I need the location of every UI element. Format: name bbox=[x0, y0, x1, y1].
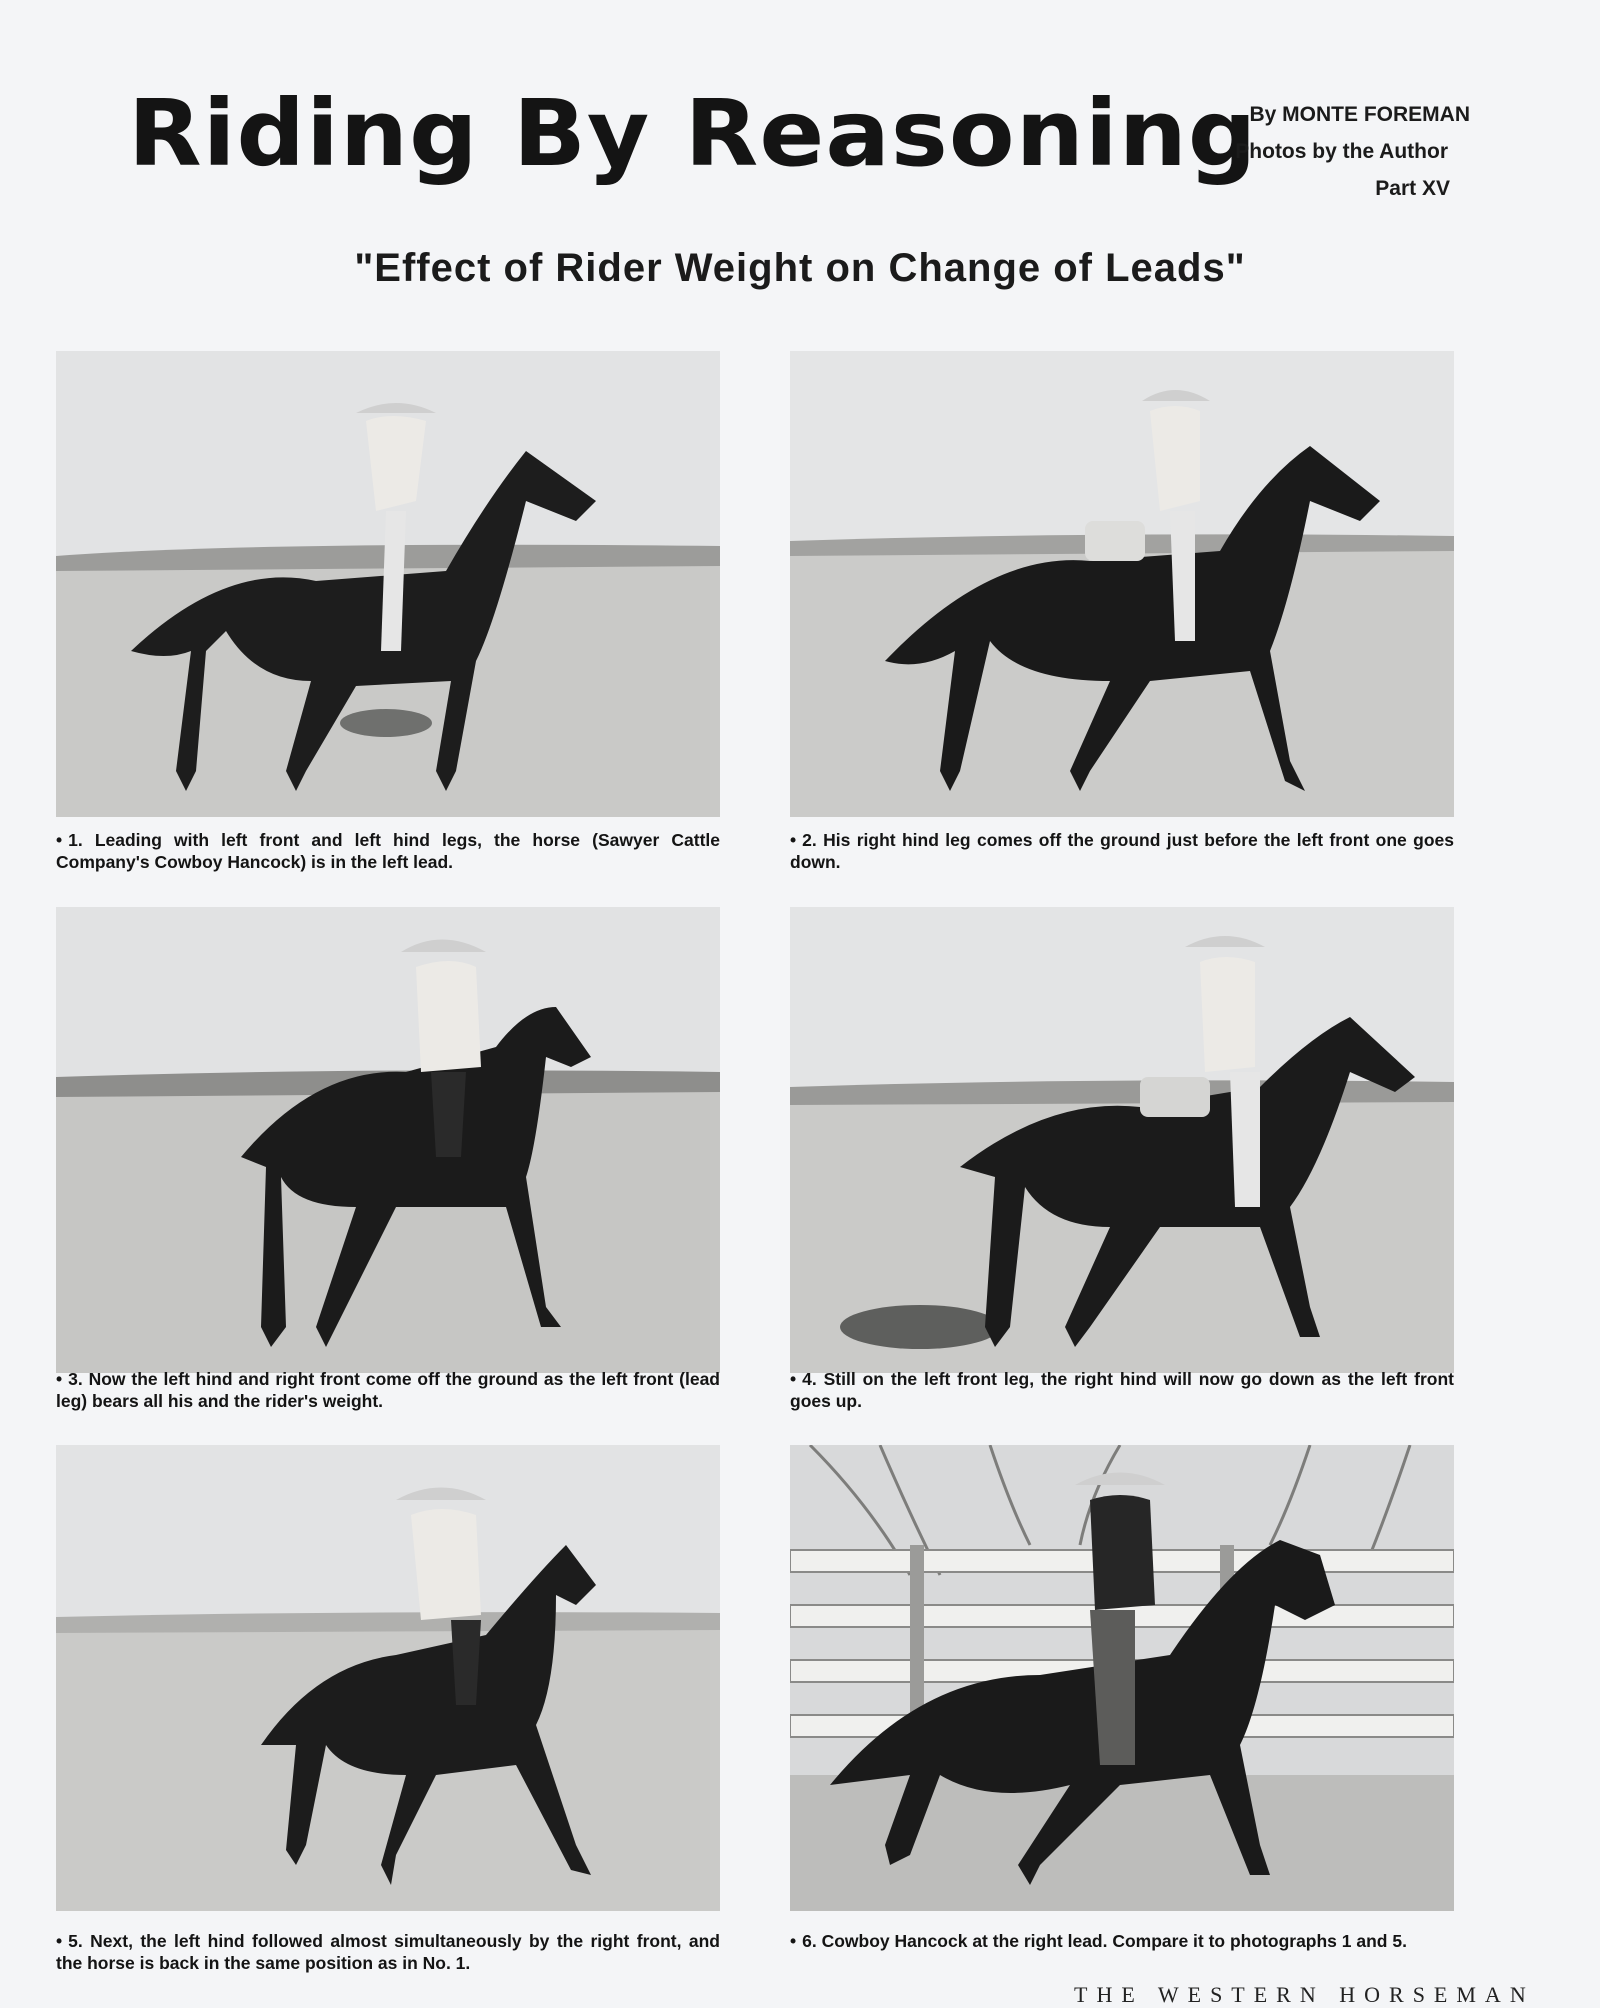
publication-footer: THE WESTERN HORSEMAN bbox=[1074, 1982, 1535, 2007]
caption-bullet: • bbox=[56, 830, 63, 850]
byline-block bbox=[1180, 96, 1470, 207]
photo-credit: Photos by the Author bbox=[1235, 140, 1448, 163]
photo-6-caption bbox=[790, 1930, 1454, 1952]
caption-bullet: • bbox=[56, 1931, 63, 1951]
photo-5-caption bbox=[56, 1930, 720, 1974]
photo-1-image bbox=[56, 351, 720, 817]
photo-1-caption-text: 1. Leading with left front and left hind legs, the horse (Sawyer Cattle Company's Cowboy Hancock) is in the left lead. bbox=[56, 830, 720, 872]
caption-bullet: • bbox=[790, 830, 797, 850]
photo-5-image bbox=[56, 1445, 720, 1911]
caption-bullet: • bbox=[790, 1931, 797, 1951]
caption-bullet: • bbox=[790, 1369, 797, 1389]
photo-3-caption-text: 3. Now the left hind and right front come off the ground as the left front (lead leg) bears all his and the rider's weight. bbox=[56, 1369, 720, 1411]
photo-4-caption-text: 4. Still on the left front leg, the right hind will now go down as the left front goes up. bbox=[790, 1369, 1454, 1411]
photo-2-caption-text: 2. His right hind leg comes off the ground just before the left front one goes down. bbox=[790, 830, 1454, 872]
photo-1-caption bbox=[56, 829, 720, 873]
article-title: Riding By Reasoning bbox=[128, 80, 1258, 187]
photo-3-caption bbox=[56, 1368, 720, 1412]
series-part: Part XV bbox=[1375, 177, 1450, 200]
author-byline: By MONTE FOREMAN bbox=[1249, 103, 1470, 126]
article-subtitle: "Effect of Rider Weight on Change of Leads" bbox=[354, 246, 1246, 290]
photo-6-horse-right-lead bbox=[790, 1445, 1454, 1911]
photo-2-image bbox=[790, 351, 1454, 817]
photo-4-image bbox=[790, 907, 1454, 1373]
caption-bullet: • bbox=[56, 1369, 63, 1389]
photo-6-image bbox=[790, 1445, 1454, 1911]
photo-1-horse-left-lead bbox=[56, 351, 720, 817]
photo-4-horse-on-left-front bbox=[790, 907, 1454, 1373]
photo-5-caption-text: 5. Next, the left hind followed almost simultaneously by the right front, and the horse is back in the same position as in No. 1. bbox=[56, 1931, 720, 1973]
photo-3-image bbox=[56, 907, 720, 1373]
photo-2-caption bbox=[790, 829, 1454, 873]
photo-3-horse-lead-leg-bearing-weight bbox=[56, 907, 720, 1373]
photo-5-horse-back-in-position bbox=[56, 1445, 720, 1911]
photo-2-horse-right-hind-lifting bbox=[790, 351, 1454, 817]
photo-4-caption bbox=[790, 1368, 1454, 1412]
photo-6-caption-text: 6. Cowboy Hancock at the right lead. Compare it to photographs 1 and 5. bbox=[802, 1931, 1407, 1951]
